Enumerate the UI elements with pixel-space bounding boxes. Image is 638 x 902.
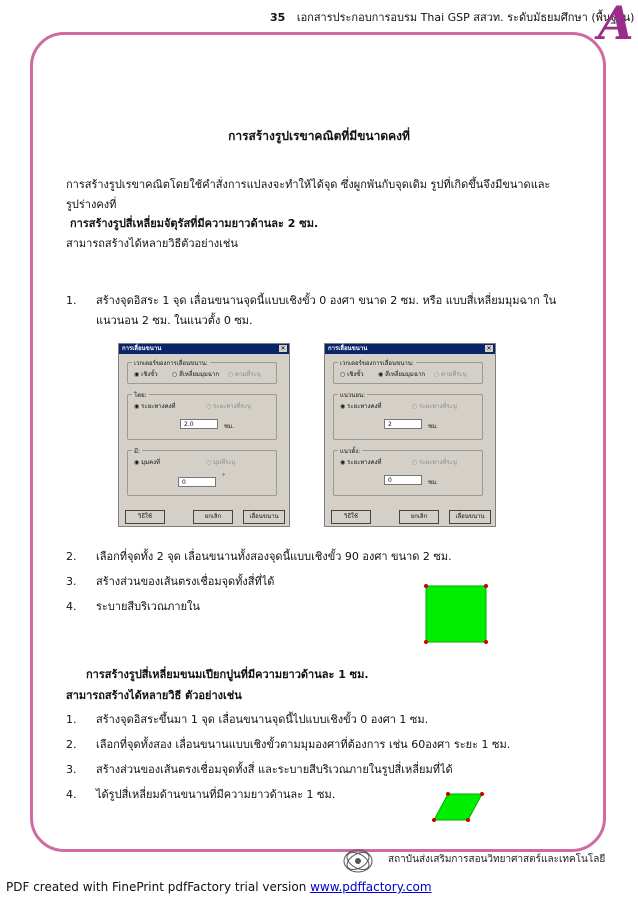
- radio-label: ตามที่ระบุ: [235, 371, 261, 378]
- group-label: แนวนอน:: [340, 392, 366, 399]
- radio-label: เชิงขั้ว: [141, 371, 158, 378]
- radio-polar[interactable]: ○ เชิงขั้ว: [340, 371, 364, 378]
- radio-marked[interactable]: ○ ตามที่ระบุ: [228, 371, 261, 378]
- step-text: ได้รูปสี่เหลี่ยมด้านขนานที่มีความยาวด้านละ 1 ซม.: [96, 788, 336, 801]
- vector-group: [333, 362, 483, 384]
- step-number: 4.: [66, 600, 77, 613]
- page-number: 35: [270, 11, 286, 24]
- step-number: 2.: [66, 738, 77, 751]
- step-number: 2.: [66, 550, 77, 563]
- radio-marked-distance[interactable]: ○ ระยะทางที่ระบุ: [412, 459, 457, 466]
- distance-input[interactable]: 2.0: [180, 419, 218, 429]
- radio-label: ระยะทางที่ระบุ: [213, 403, 251, 410]
- step-number: 1.: [66, 713, 77, 726]
- step-number: 4.: [66, 788, 77, 801]
- header-text: เอกสารประกอบการอบรม Thai GSP สสวท. ระดับมัธยมศึกษา (พื้นฐาน): [296, 11, 635, 24]
- close-icon[interactable]: ✕: [280, 345, 286, 352]
- radio-rect[interactable]: ◉ สี่เหลี่ยมมุมฉาก: [378, 371, 425, 378]
- radio-marked-distance[interactable]: ○ ระยะทางที่ระบุ: [206, 403, 251, 410]
- step-number: 3.: [66, 575, 77, 588]
- radio-marked-angle[interactable]: ○ มุมที่ระบุ: [206, 459, 236, 466]
- section1-heading: การสร้างรูปสี่เหลี่ยมจัตุรัสที่มีความยาวด้านละ 2 ซม.: [70, 217, 319, 230]
- angle-input[interactable]: 0: [178, 477, 216, 487]
- radio-label: มุมคงที่: [141, 459, 160, 466]
- horizontal-group: [333, 394, 483, 440]
- radio-fixed-distance[interactable]: ◉ ระยะทางคงที่: [134, 403, 176, 410]
- step-text: สร้างส่วนของเส้นตรงเชื่อมจุดทั้งสี่ที่ได้: [96, 575, 275, 588]
- step-text: สร้างส่วนของเส้นตรงเชื่อมจุดทั้งสี่ และระบายสีบริเวณภายในรูปสี่เหลี่ยมที่ได้: [96, 763, 453, 776]
- radio-label: ระยะทางคงที่: [347, 459, 382, 466]
- close-icon[interactable]: ✕: [486, 345, 492, 352]
- vertical-group: [333, 450, 483, 496]
- institute-emblem-icon: [340, 846, 376, 876]
- radio-label: ระยะทางคงที่: [347, 403, 382, 410]
- group-label: แนวตั้ง:: [340, 448, 361, 455]
- translate-dialog-polar: [118, 343, 290, 527]
- radio-rect[interactable]: ○ สี่เหลี่ยมมุมฉาก: [172, 371, 219, 378]
- horizontal-input[interactable]: 2: [384, 419, 422, 429]
- radio-label: มุมที่ระบุ: [213, 459, 236, 466]
- dialog-title: การเลื่อนขนาน: [328, 345, 368, 352]
- dialog-title-bar: [119, 344, 289, 354]
- section2-heading: การสร้างรูปสี่เหลี่ยมขนมเปียกปูนที่มีความยาวด้านละ 1 ซม.: [86, 668, 369, 681]
- radio-label: ระยะทางคงที่: [141, 403, 176, 410]
- angle-group: [127, 450, 277, 496]
- cancel-button[interactable]: ยกเลิก: [193, 510, 233, 524]
- radio-fixed-angle[interactable]: ◉ มุมคงที่: [134, 459, 160, 466]
- radio-label: ตามที่ระบุ: [441, 371, 467, 378]
- step-text: ระบายสีบริเวณภายใน: [96, 600, 200, 613]
- pdf-footer-text: PDF created with FinePrint pdfFactory trial version: [6, 880, 311, 894]
- radio-marked[interactable]: ○ ตามที่ระบุ: [434, 371, 467, 378]
- step-text: เลือกที่จุดทั้งสอง เลื่อนขนานแบบเชิงขั้วตามมุมองศาที่ต้องการ เช่น 60องศา ระยะ 1 ซม.: [96, 738, 511, 751]
- radio-fixed-distance[interactable]: ◉ ระยะทางคงที่: [340, 459, 382, 466]
- green-square-figure: [420, 580, 500, 650]
- radio-marked-distance[interactable]: ○ ระยะทางที่ระบุ: [412, 403, 457, 410]
- cancel-button[interactable]: ยกเลิก: [399, 510, 439, 524]
- page-frame: [30, 32, 606, 852]
- pdf-footer-link[interactable]: www.pdffactory.com: [310, 880, 432, 894]
- translate-dialog-rectangular: [324, 343, 496, 527]
- step-number: 1.: [66, 294, 77, 307]
- radio-label: เชิงขั้ว: [347, 371, 364, 378]
- unit-label: ซม.: [428, 423, 438, 430]
- group-label: เวกเตอร์ของการเลื่อนขนาน:: [134, 360, 208, 367]
- radio-label: ระยะทางที่ระบุ: [419, 403, 457, 410]
- page-title: การสร้างรูปเรขาคณิตที่มีขนาดคงที่: [228, 129, 410, 143]
- institute-name: สถาบันส่งเสริมการสอนวิทยาศาสตร์และเทคโนโลยี: [388, 854, 606, 865]
- pdf-footer: [6, 880, 432, 894]
- radio-polar[interactable]: ◉ เชิงขั้ว: [134, 371, 158, 378]
- green-rhombus-figure: [430, 790, 486, 824]
- group-label: เวกเตอร์ของการเลื่อนขนาน:: [340, 360, 414, 367]
- step-text: สร้างจุดอิสระขึ้นมา 1 จุด เลื่อนขนานจุดนี้ไปแบบเชิงขั้ว 0 องศา 1 ซม.: [96, 713, 429, 726]
- section2-subheading: สามารถสร้างได้หลายวิธี ตัวอย่างเช่น: [66, 689, 242, 702]
- intro-line-1: การสร้างรูปเรขาคณิตโดยใช้คำสั่งการแปลงจะทำให้ได้จุด ซึ่งผูกพันกับจุดเดิม รูปที่เกิดขึ้นจึงมีขนาดและ: [66, 178, 551, 191]
- step-number: 3.: [66, 763, 77, 776]
- dialog-title-bar: [325, 344, 495, 354]
- degree-label: °: [222, 473, 225, 480]
- group-label: โดย:: [134, 392, 147, 399]
- step-text-cont: แนวนอน 2 ซม. ในแนวตั้ง 0 ซม.: [96, 314, 253, 327]
- help-button[interactable]: วิธีใช้: [125, 510, 165, 524]
- logo: A: [598, 0, 634, 50]
- radio-label: ระยะทางที่ระบุ: [419, 459, 457, 466]
- step-text: สร้างจุดอิสระ 1 จุด เลื่อนขนานจุดนี้แบบเชิงขั้ว 0 องศา ขนาด 2 ซม. หรือ แบบสี่เหลี่ยมมุมฉาก ใน: [96, 294, 557, 307]
- unit-label: ซม.: [224, 423, 234, 430]
- translate-button[interactable]: เลื่อนขนาน: [243, 510, 285, 524]
- dialog-title: การเลื่อนขนาน: [122, 345, 162, 352]
- section1-subheading: สามารถสร้างได้หลายวิธีตัวอย่างเช่น: [66, 237, 238, 250]
- radio-label: สี่เหลี่ยมมุมฉาก: [385, 371, 425, 378]
- radio-label: สี่เหลี่ยมมุมฉาก: [179, 371, 219, 378]
- radio-fixed-distance[interactable]: ◉ ระยะทางคงที่: [340, 403, 382, 410]
- distance-group: [127, 394, 277, 440]
- unit-label: ซม.: [428, 479, 438, 486]
- vertical-input[interactable]: 0: [384, 475, 422, 485]
- page-header: [270, 8, 635, 26]
- help-button[interactable]: วิธีใช้: [331, 510, 371, 524]
- intro-line-2: รูปร่างคงที่: [66, 198, 117, 211]
- step-text: เลือกที่จุดทั้ง 2 จุด เลื่อนขนานทั้งสองจุดนี้แบบเชิงขั้ว 90 องศา ขนาด 2 ซม.: [96, 550, 452, 563]
- translate-button[interactable]: เลื่อนขนาน: [449, 510, 491, 524]
- vector-group: [127, 362, 277, 384]
- group-label: มี:: [134, 448, 140, 455]
